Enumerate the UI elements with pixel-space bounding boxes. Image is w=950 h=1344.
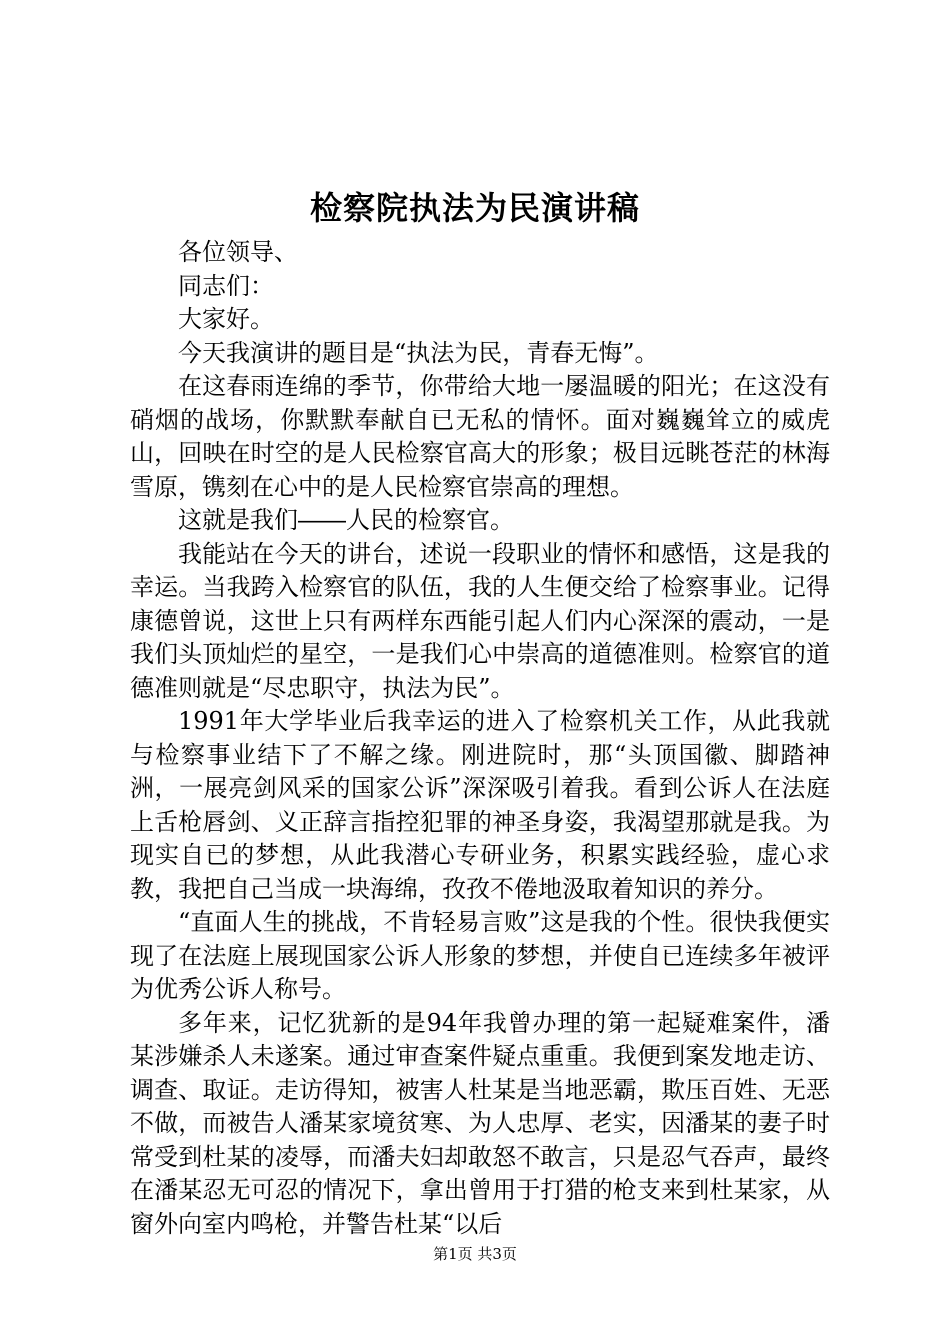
page-number-footer: 第1页 共3页 <box>433 1245 517 1263</box>
paragraph-body: 多年来，记忆犹新的是94年我曾办理的第一起疑难案件，潘某涉嫌杀人未遂案。通过审查案件疑点重重。我便到案发地走访、调查、取证。走访得知，被害人杜某是当地恶霸，欺压百姓、无恶不做，而被告人潘某家境贫寒、为人忠厚、老实，因潘某的妻子时常受到杜某的凌辱，而潘夫妇却敢怒不敢言，只是忍气吞声，最终在潘某忍无可忍的情况下，拿出曾用于打猎的枪支来到杜某家，从窗外向室内鸣枪，并警告杜某“以后 <box>130 1008 830 1238</box>
paragraph-body: “直面人生的挑战，不肯轻易言败”这是我的个性。很快我便实现了在法庭上展现国家公诉人形象的梦想，并使自已连续多年被评为优秀公诉人称号。 <box>130 908 830 1003</box>
paragraph-salutation-comrades: 同志们： <box>178 271 274 300</box>
paragraph-body: 1991年大学毕业后我幸运的进入了检察机关工作，从此我就与检察事业结下了不解之缘。刚进院时，那“头顶国徽、脚踏神洲，一展亮剑风采的国家公诉”深深吸引着我。看到公诉人在法庭上舌枪唇剑、义正辞言指控犯罪的神圣身姿，我渴望那就是我。为现实自已的梦想，从此我潜心专研业务，积累实践经验，虚心求教，我把自己当成一块海绵，孜孜不倦地汲取着知识的养分。 <box>130 707 830 903</box>
document-body <box>130 236 830 1241</box>
paragraph-body: 这就是我们――人民的检察官。 <box>178 506 514 534</box>
paragraph-topic: 今天我演讲的题目是“执法为民，青春无悔”。 <box>178 338 659 367</box>
document-title: 检察院执法为民演讲稿 <box>309 189 640 227</box>
paragraph-body: 在这春雨连绵的季节，你带给大地一屡温暖的阳光；在这没有硝烟的战场，你默默奉献自已无私的情怀。面对巍巍耸立的威虎山，回映在时空的是人民检察官高大的形象；极目远眺苍茫的林海雪原，镌刻在心中的是人民检察官崇高的理想。 <box>130 372 830 501</box>
paragraph-greeting: 大家好。 <box>178 305 274 333</box>
paragraph-salutation-leaders: 各位领导、 <box>178 238 298 266</box>
paragraph-body: 我能站在今天的讲台，述说一段职业的情怀和感悟，这是我的幸运。当我跨入检察官的队伍，我的人生便交给了检察事业。记得康德曾说，这世上只有两样东西能引起人们内心深深的震动，一是我们头顶灿烂的星空，一是我们心中崇高的道德准则。检察官的道德准则就是“尽忠职守，执法为民”。 <box>130 539 830 702</box>
